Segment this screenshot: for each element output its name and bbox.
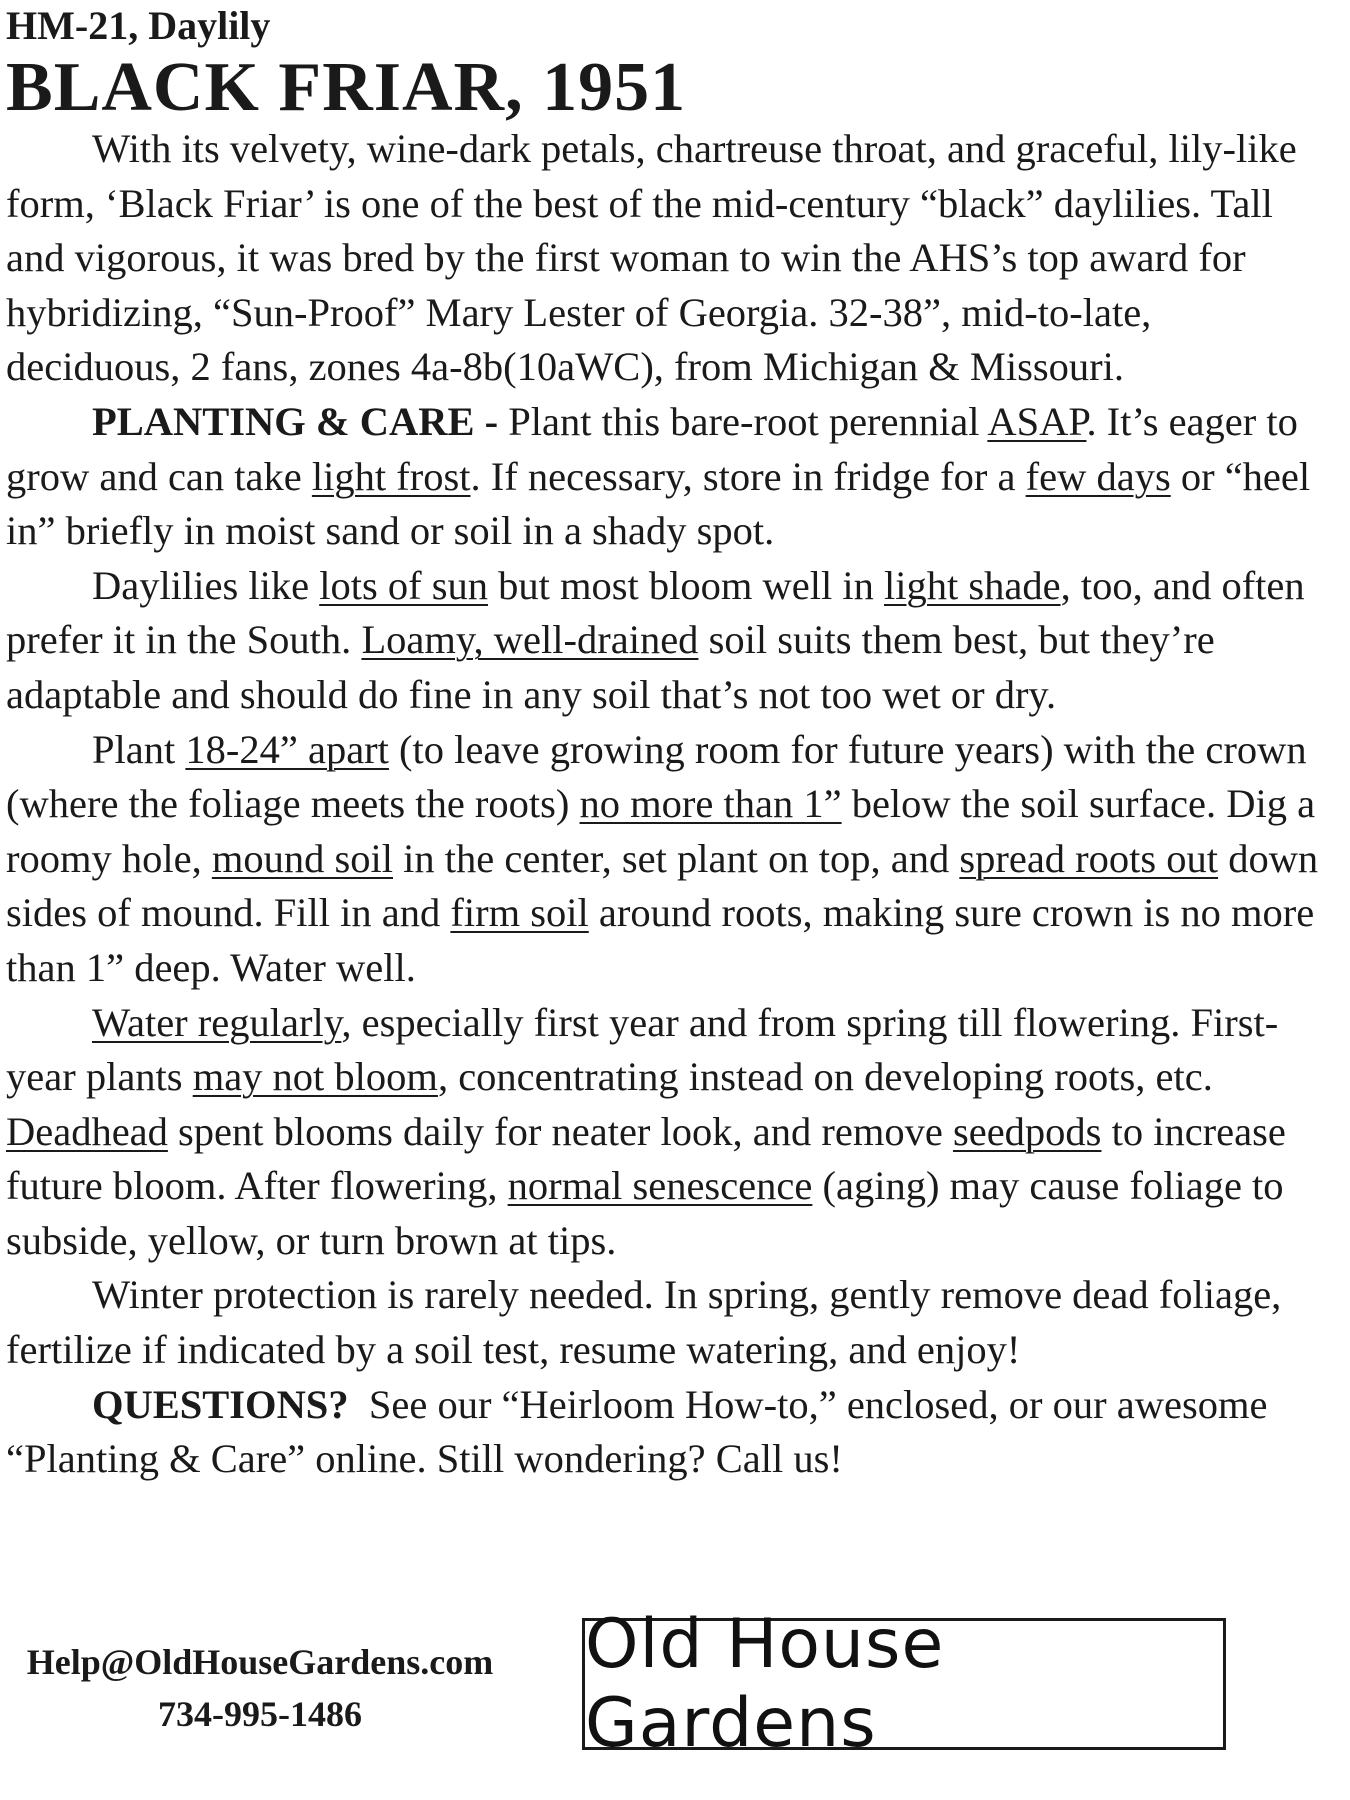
planting-paragraph: PLANTING & CARE - Plant this bare-root perennial ASAP. It’s eager to grow and can take light frost. If necessary, store in fridge for a few days or “heel in” briefly in moist sand or soil in a shady spot. <box>6 398 1311 554</box>
care-instructions <box>6 122 1326 1487</box>
product-code: HM-21, Daylily <box>6 3 271 48</box>
product-title: BLACK FRIAR, 1951 <box>6 49 687 126</box>
winter-paragraph: Winter protection is rarely needed. In spring, gently remove dead foliage, fertilize if indicated by a soil test, resume watering, and enjoy! <box>6 1272 1282 1373</box>
planting-depth-paragraph: Plant 18-24” apart (to leave growing room for future years) with the crown (where the foliage meets the roots) no more than 1” below the soil surface. Dig a roomy hole, mound soil in the center, set plant on top, and spread roots out down sides of mound. Fill in and firm soil around roots, making sure crown is no more than 1” deep. Water well. <box>6 726 1319 990</box>
planting-heading: PLANTING & CARE - <box>92 398 499 444</box>
brand-logo-box <box>582 1605 1226 1763</box>
sun-paragraph: Daylilies like lots of sun but most bloom well in light shade, too, and often prefer it in the South. Loamy, well-drained soil suits them best, but they’re adaptable and should do fine in any soil that’s not too wet or dry. <box>6 562 1305 717</box>
questions-paragraph: QUESTIONS? See our “Heirloom How-to,” enclosed, or our awesome “Planting & Care” online. Still wondering? Call us! <box>6 1381 1278 1482</box>
contact-phone: 734-995-1486 <box>158 1694 362 1734</box>
care-card <box>6 0 1326 1487</box>
questions-heading: QUESTIONS? <box>92 1381 349 1427</box>
contact-email[interactable]: Help@OldHouseGardens.com <box>26 1642 494 1682</box>
description-paragraph: With its velvety, wine-dark petals, chartreuse throat, and graceful, lily-like form, ‘Black Friar’ is one of the best of the mid-century “black” daylilies. Tall and vigorous, it was bred by the first woman to win the AHS’s top award for hybridizing, “Sun-Proof” Mary Lester of Georgia. 32-38”, mid-to-late, deciduous, 2 fans, zones 4a-8b(10aWC), from Michigan & Missouri. <box>6 126 1297 390</box>
contact-block <box>10 1636 510 1740</box>
watering-paragraph: Water regularly, especially first year and from spring till flowering. First-year plants may not bloom, concentrating instead on developing roots, etc. Deadhead spent blooms daily for neater look, and remove seedpods to increase future bloom. After flowering, normal senescence (aging) may cause foliage to subside, yellow, or turn brown at tips. <box>6 999 1286 1263</box>
brand-logo: Old House Gardens <box>585 1605 945 1763</box>
